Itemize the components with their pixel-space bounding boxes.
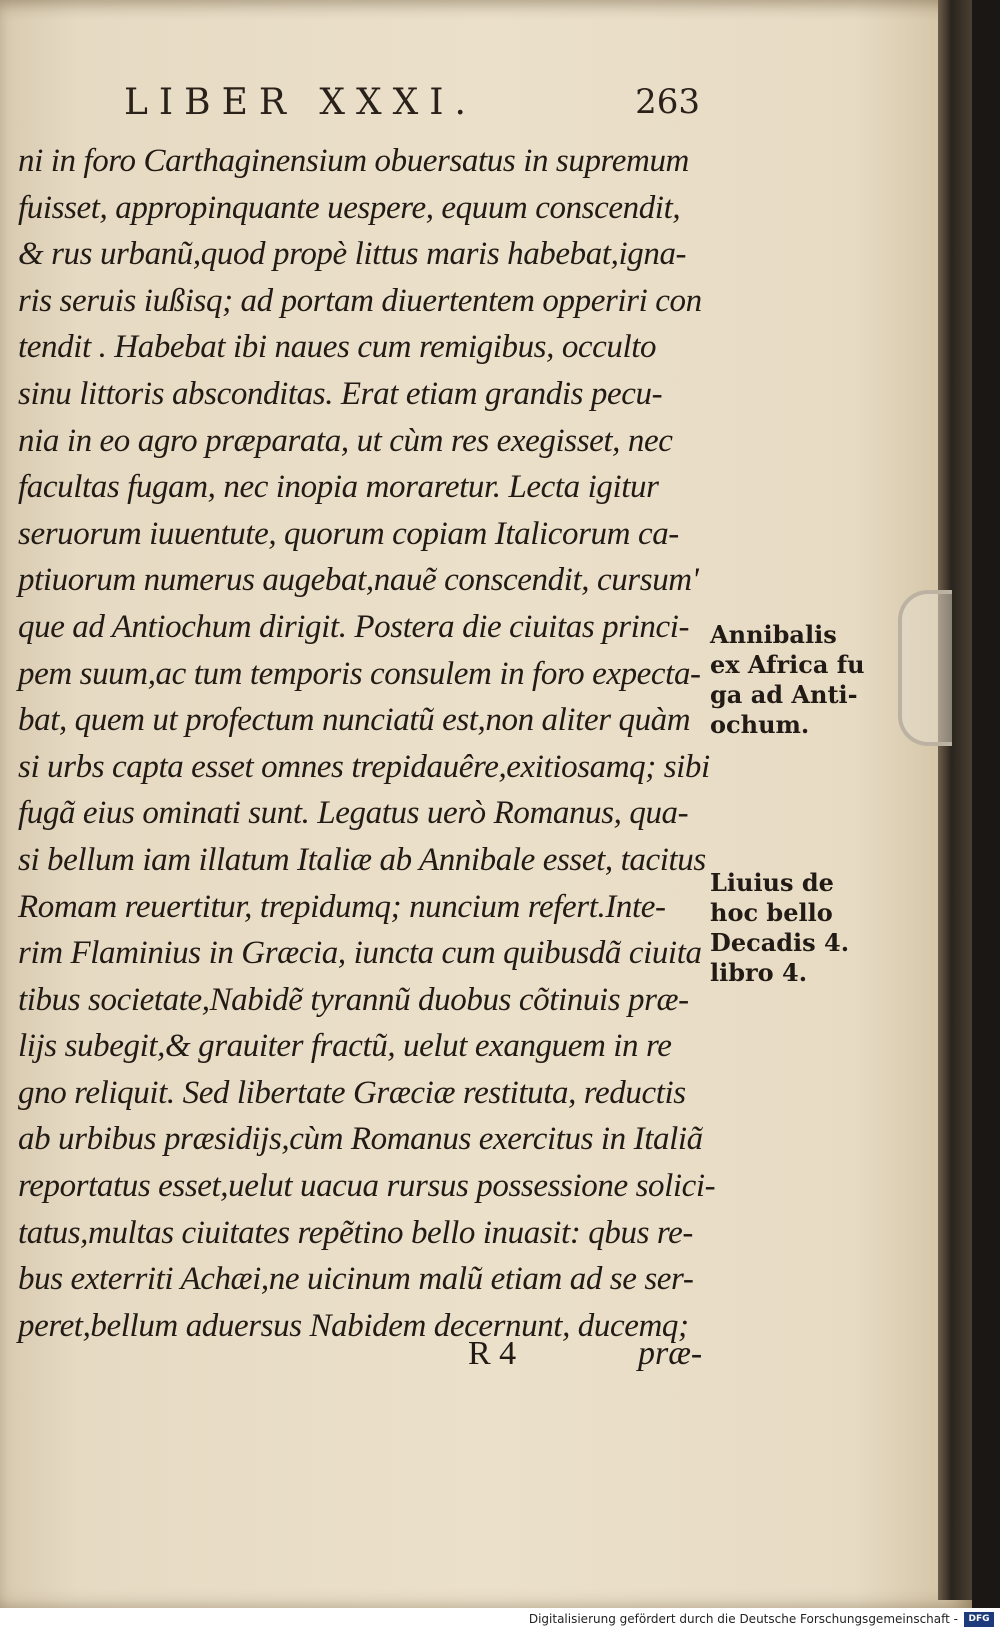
page-edge — [938, 0, 972, 1600]
sidenote-line: Annibalis — [710, 620, 837, 649]
catchword: præ- — [638, 1335, 703, 1372]
sidenote-line: libro 4. — [710, 958, 808, 987]
text-line: nia in eo agro præparata, ut cùm res exegisset, nec — [18, 422, 673, 459]
footer-bar — [0, 1608, 1000, 1631]
sidenote-line: ga ad Anti- — [710, 680, 858, 709]
dfg-logo-icon: DFG — [964, 1612, 994, 1627]
sidenote-annibalis — [710, 620, 865, 740]
catchline — [460, 1335, 710, 1381]
text-line: tibus societate,Nabidẽ tyrannũ duobus cõtinuis præ- — [18, 981, 689, 1018]
sidenote-line: ex Africa fu — [710, 650, 865, 679]
text-line: ptiuorum numerus augebat,nauẽ conscendit, cursum' — [18, 562, 699, 599]
text-line: tatus,multas ciuitates repẽtino bello inuasit: qbus re- — [18, 1214, 693, 1251]
text-line: facultas fugam, nec inopia moraretur. Lecta igitur — [18, 469, 659, 506]
text-line: gno reliquit. Sed libertate Græciæ restituta, reductis — [18, 1074, 686, 1111]
main-text-block — [18, 138, 718, 1349]
text-line: seruorum iuuentute, quorum copiam Italicorum ca- — [18, 515, 679, 552]
text-line: sinu littoris absconditas. Erat etiam grandis pecu- — [18, 375, 663, 412]
text-line: lijs subegit,& grauiter fractũ, uelut exanguem in re — [18, 1028, 672, 1065]
text-line: peret,bellum aduersus Nabidem decernunt, ducemq; — [18, 1307, 689, 1344]
sidenote-line: ochum. — [710, 710, 810, 739]
text-line: ni in foro Carthaginensium obuersatus in supremum — [18, 143, 689, 179]
text-line: si bellum iam illatum Italiæ ab Annibale esset, tacitus — [18, 841, 706, 878]
signature-mark: R 4 — [468, 1335, 517, 1372]
page-header — [110, 82, 700, 132]
running-head: LIBER XXXI. — [124, 82, 477, 123]
text-line: reportatus esset,uelut uacua rursus possessione solici- — [18, 1168, 716, 1205]
text-line: bus exterriti Achæi,ne uicinum malũ etiam ad se ser- — [18, 1261, 694, 1298]
text-line: fugã eius ominati sunt. Legatus uerò Romanus, qua- — [18, 795, 689, 832]
sidenote-line: hoc bello — [710, 898, 833, 927]
text-line: ab urbibus præsidijs,cùm Romanus exercitus in Italiã — [18, 1121, 703, 1158]
text-line: si urbs capta esset omnes trepidauêre,exitiosamq; sibi — [18, 748, 710, 785]
text-line: & rus urbanũ,quod propè littus maris habebat,igna- — [18, 236, 687, 273]
text-line: bat, quem ut profectum nunciatũ est,non aliter quàm — [18, 702, 691, 739]
text-line: tendit . Habebat ibi naues cum remigibus, occulto — [18, 329, 657, 366]
text-line: rim Flaminius in Græcia, iuncta cum quibusdã ciuita — [18, 935, 702, 972]
page-clasp-mark — [898, 590, 952, 746]
text-line: fuisset, appropinquante uespere, equum conscendit, — [18, 189, 681, 226]
sidenote-line: Decadis 4. — [710, 928, 850, 957]
text-line: pem suum,ac tum temporis consulem in foro expecta- — [18, 655, 701, 692]
folio-number: 263 — [635, 82, 700, 122]
sidenote-liuius — [710, 868, 849, 988]
text-line: que ad Antiochum dirigit. Postera die ciuitas princi- — [18, 608, 690, 645]
footer-credit: Digitalisierung gefördert durch die Deutsche Forschungsgemeinschaft - — [528, 1612, 958, 1626]
text-line: Romam reuertitur, trepidumq; nuncium refert.Inte- — [18, 888, 666, 925]
sidenote-line: Liuius de — [710, 868, 834, 897]
text-line: ris seruis iußisq; ad portam diuertentem opperiri con — [18, 282, 702, 319]
